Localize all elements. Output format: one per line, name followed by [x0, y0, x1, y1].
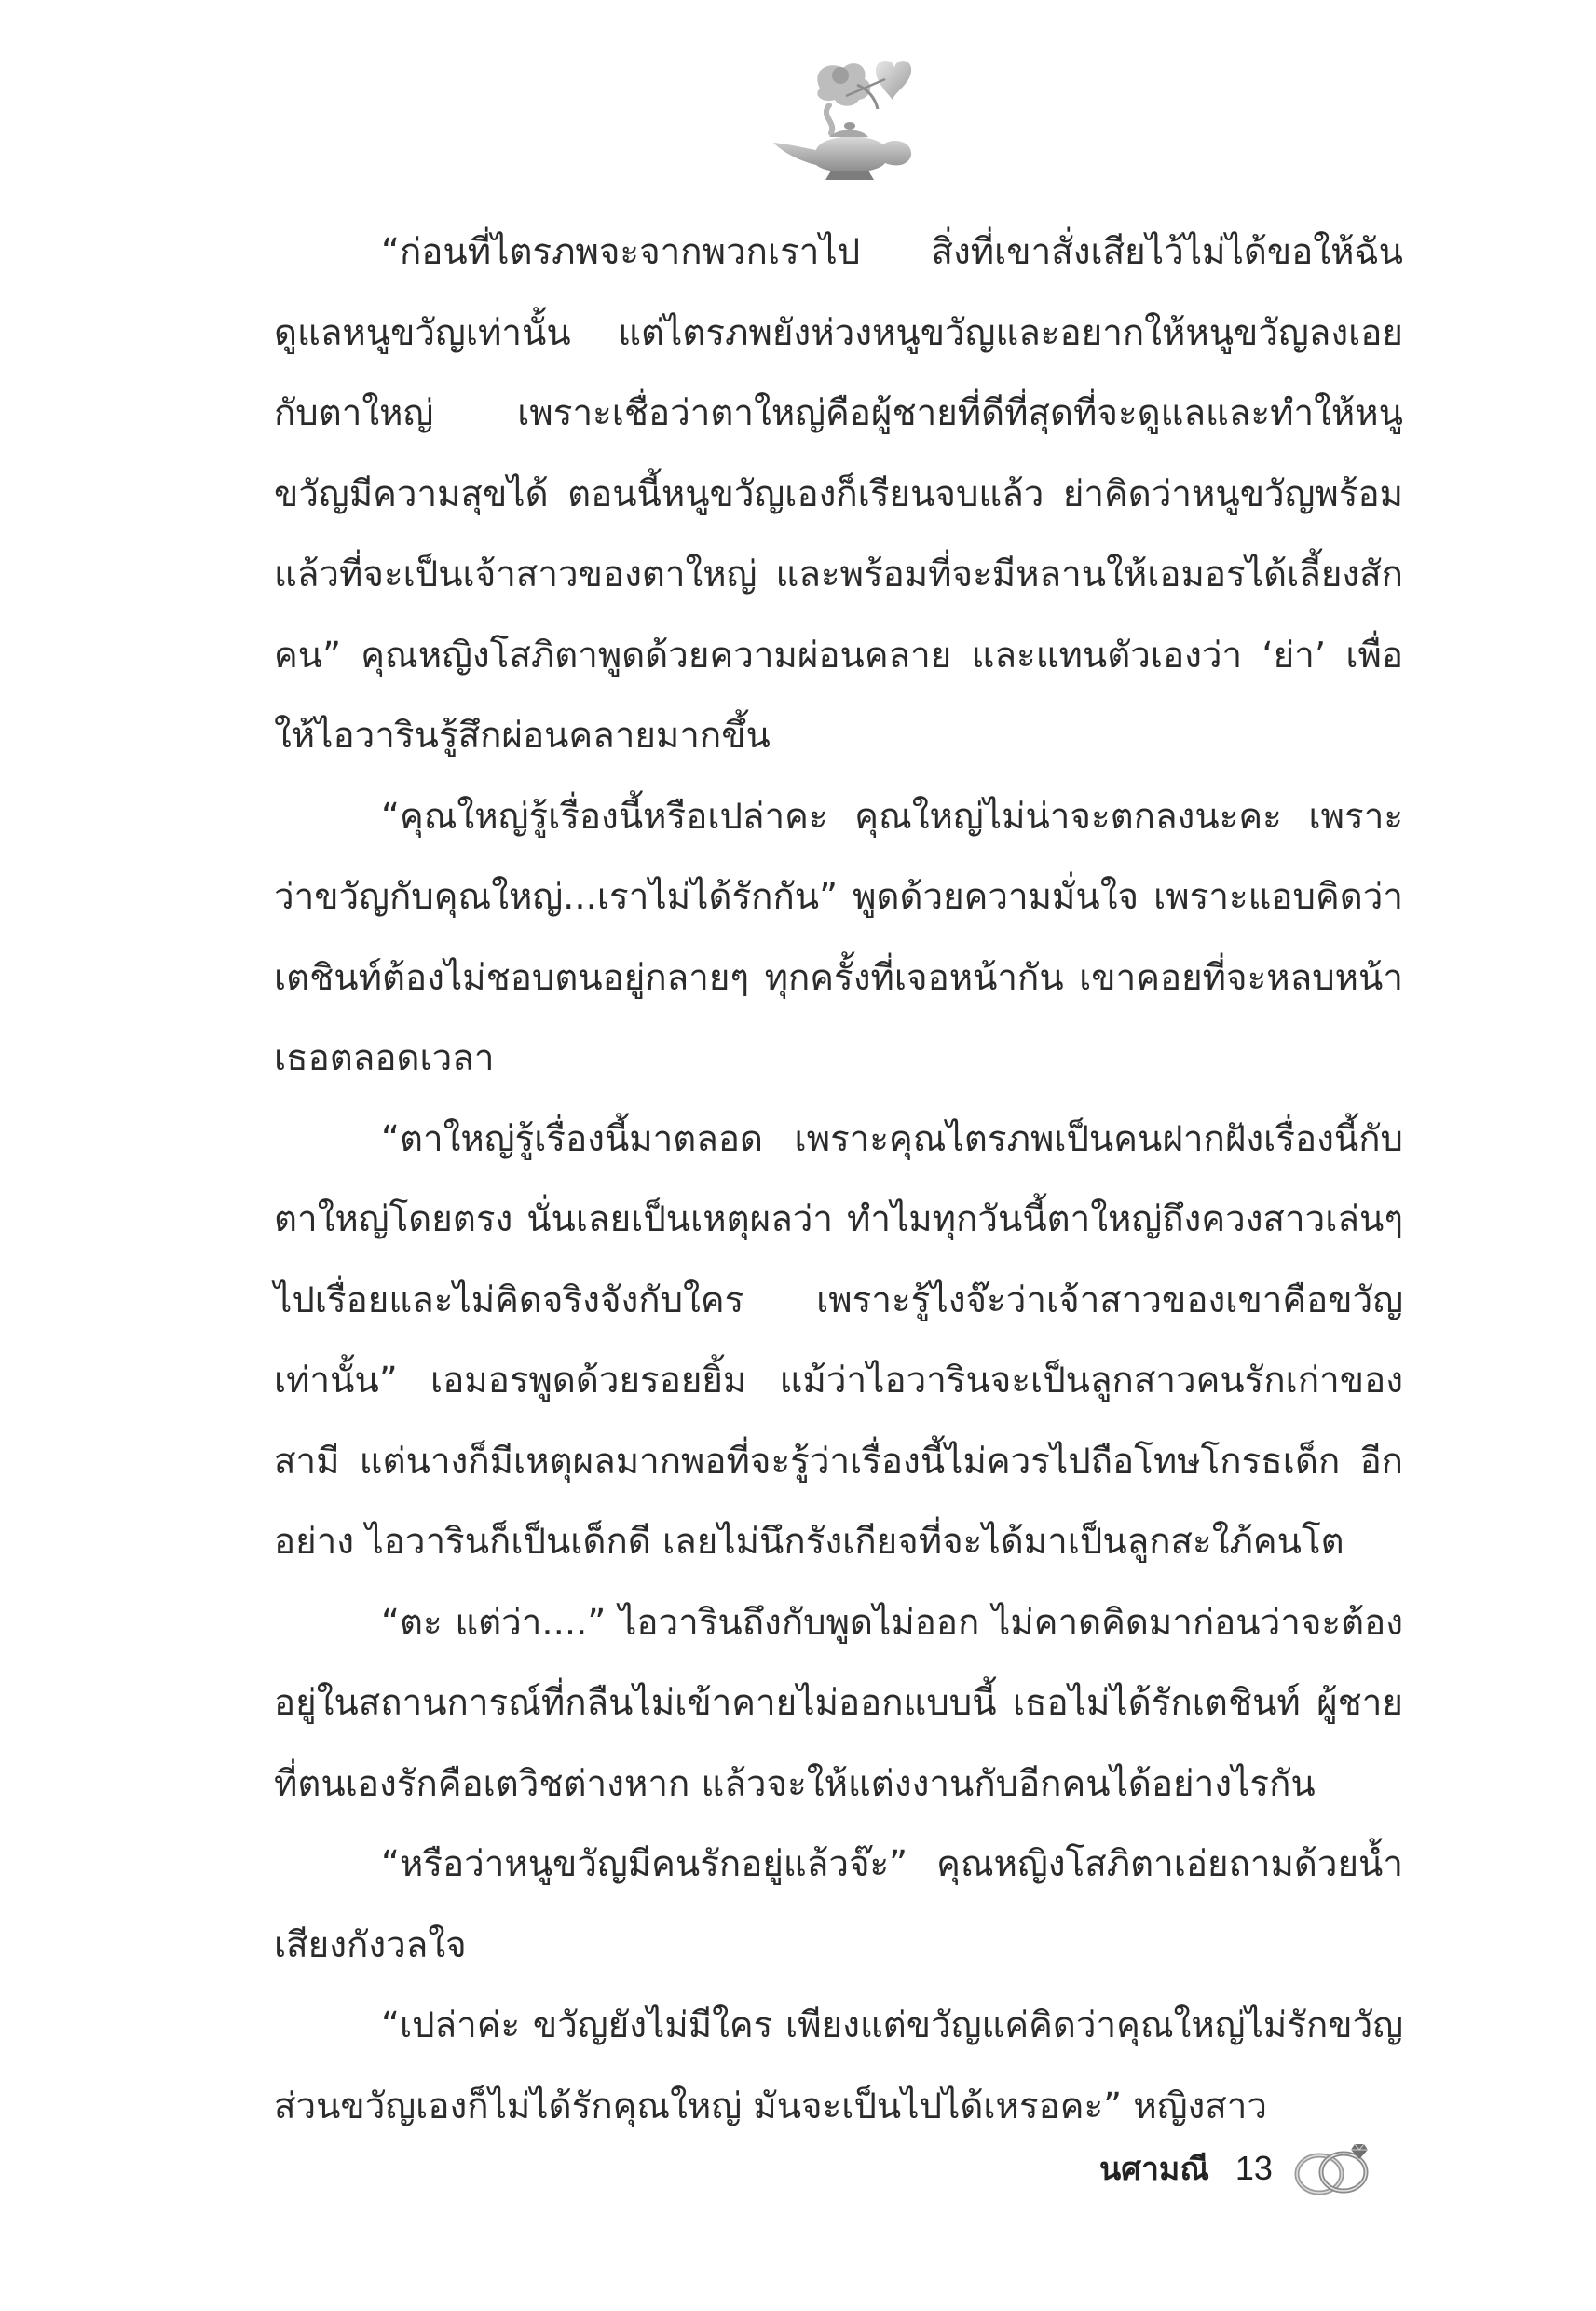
paragraph: “หรือว่าหนูขวัญมีคนรักอยู่แล้วจ๊ะ” คุณหญิงโสภิตาเอ่ยถามด้วยน้ำเสียงกังวลใจ: [274, 1843, 1403, 1966]
wedding-rings-icon: [1289, 2139, 1379, 2198]
paragraph: “ตาใหญ่รู้เรื่องนี้มาตลอด เพราะคุณไตรภพเป็นคนฝากฝังเรื่องนี้กับตาใหญ่โดยตรง นั่นเลยเป็นเหตุผลว่า ทำไมทุกวันนี้ตาใหญ่ถึงควงสาวเล่นๆ ไปเรื่อยและไม่คิดจริงจังกับใคร เพราะรู้ไงจ๊ะว่าเจ้าสาวของเขาคือขวัญเท่านั้น” เอมอรพูดด้วยรอยยิ้ม แม้ว่าไอวารินจะเป็นลูกสาวคนรักเก่าของสามี แต่นางก็มีเหตุผลมากพอที่จะรู้ว่าเรื่องนี้ไม่ควรไปถือโทษโกรธเด็ก อีกอย่าง ไอวารินก็เป็นเด็กดี เลยไม่นึกรังเกียจที่จะได้มาเป็นลูกสะใภ้คนโต: [274, 1117, 1403, 1563]
genie-lamp-with-cupid-icon: [764, 51, 922, 182]
paragraph: “เปล่าค่ะ ขวัญยังไม่มีใคร เพียงแต่ขวัญแค่คิดว่าคุณใหญ่ไม่รักขวัญ ส่วนขวัญเองก็ไม่ได้รักคุณใหญ่ มันจะเป็นไปได้เหรอคะ” หญิงสาว: [274, 2004, 1403, 2127]
paragraph: “คุณใหญ่รู้เรื่องนี้หรือเปล่าคะ คุณใหญ่ไม่น่าจะตกลงนะคะ เพราะว่าขวัญกับคุณใหญ่...เราไม่ได้รักกัน” พูดด้วยความมั่นใจ เพราะแอบคิดว่าเตชินท์ต้องไม่ชอบตนอยู่กลายๆ ทุกครั้งที่เจอหน้ากัน เขาคอยที่จะหลบหน้าเธอตลอดเวลา: [274, 795, 1403, 1079]
paragraph: “ก่อนที่ไตรภพจะจากพวกเราไป สิ่งที่เขาสั่งเสียไว้ไม่ได้ขอให้ฉันดูแลหนูขวัญเท่านั้น แต่ไตรภพยังห่วงหนูขวัญและอยากให้หนูขวัญลงเอยกับตาใหญ่ เพราะเชื่อว่าตาใหญ่คือผู้ชายที่ดีที่สุดที่จะดูแลและทำให้หนูขวัญมีความสุขได้ ตอนนี้หนูขวัญเองก็เรียนจบแล้ว ย่าคิดว่าหนูขวัญพร้อมแล้วที่จะเป็นเจ้าสาวของตาใหญ่ และพร้อมที่จะมีหลานให้เอมอรได้เลี้ยงสักคน” คุณหญิงโสภิตาพูดด้วยความผ่อนคลาย และแทนตัวเองว่า ‘ย่า’ เพื่อให้ไอวารินรู้สึกผ่อนคลายมากขึ้น: [274, 231, 1403, 757]
paragraph: “ตะ แต่ว่า....” ไอวารินถึงกับพูดไม่ออก ไม่คาดคิดมาก่อนว่าจะต้องอยู่ในสถานการณ์ที่กลืนไม่เข้าคายไม่ออกแบบนี้ เธอไม่ได้รักเตชินท์ ผู้ชายที่ตนเองรักคือเตวิชต่างหาก แล้วจะให้แต่งงานกับอีกคนได้อย่างไรกัน: [274, 1601, 1403, 1805]
page-number: 13: [1235, 2149, 1273, 2187]
book-title: นศามณี: [1099, 2151, 1209, 2188]
story-text: [274, 212, 1403, 2127]
page-footer: [1099, 2136, 1416, 2201]
